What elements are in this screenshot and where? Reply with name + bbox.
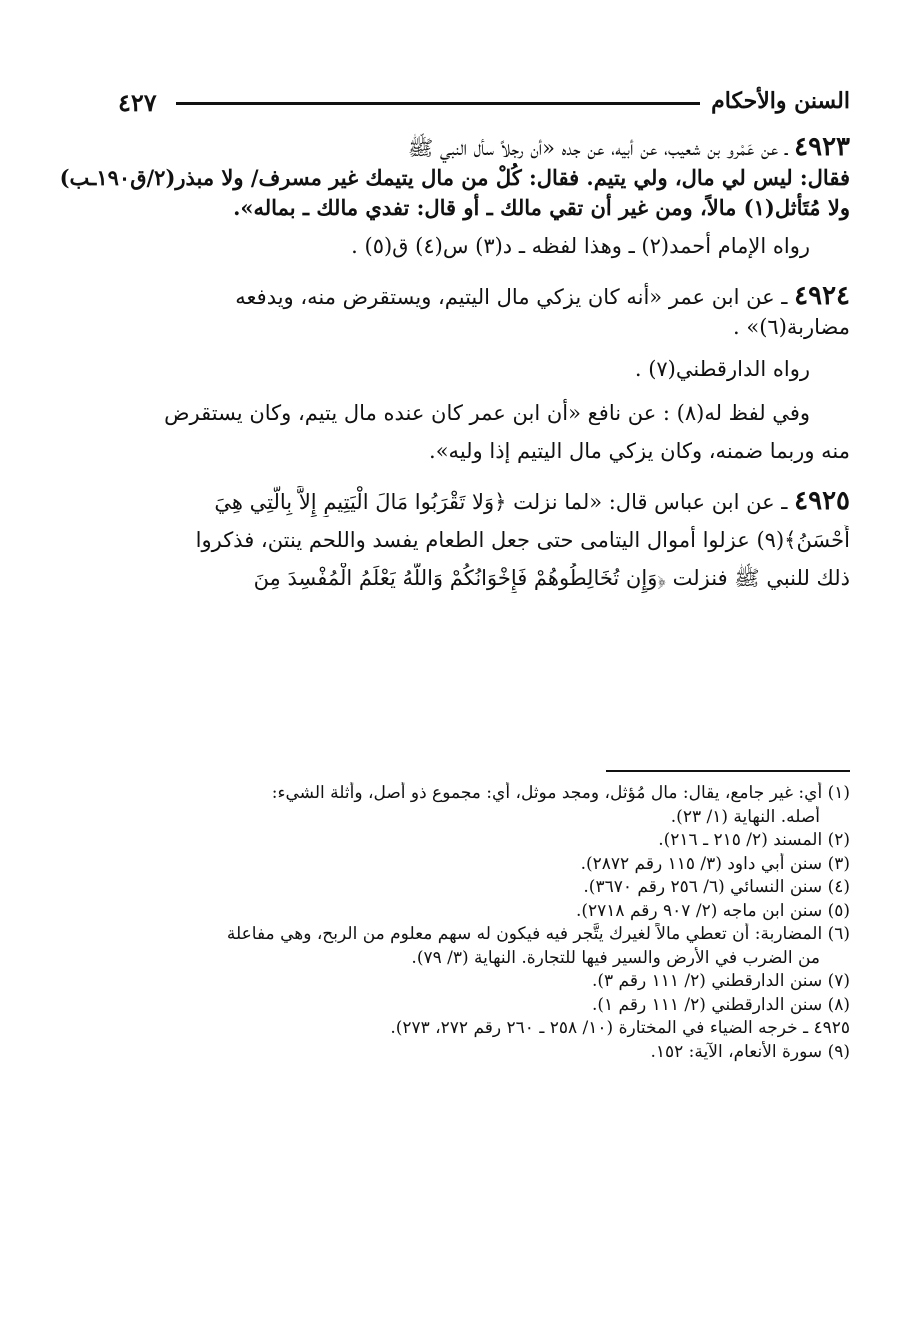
footnote-6-cont: من الضرب في الأرض والسير فيها للتجارة. النهاية (٣/ ٧٩). <box>411 947 820 968</box>
page-header <box>118 88 850 122</box>
text-line <box>8 281 850 312</box>
footnote-2: (٢) المسند (٢/ ٢١٥ ـ ٢١٦). <box>658 830 850 850</box>
hadith-text: ـ عن ابن عباس قال: «لما نزلت ﴿وَلا تَقْرَبُوا مَالَ الْيَتِيمِ إِلاَّ بِالَّتِي هِيَ <box>214 490 788 514</box>
text-line: ذلك للنبي ﷺ فنزلت ﴿وَإِن تُخَالِطُوهُمْ فَإِخْوَانُكُمْ وَاللَّهُ يَعْلَمُ الْمُفْسِدَ مِنَ <box>253 566 850 590</box>
text-line: أَحْسَنُ﴾(٩) عزلوا أموال اليتامى حتى جعل الطعام يفسد واللحم ينتن، فذكروا <box>195 528 850 552</box>
page-number: ٤٢٧ <box>118 88 157 117</box>
text-line: فقال: ليس لي مال، ولي يتيم. فقال: كُلْ من مال يتيمك غير مسرف/ ولا مبذر(٢/ق١٩٠ـب) <box>59 165 850 190</box>
running-title: السنن والأحكام <box>711 88 850 114</box>
text-line <box>8 486 850 517</box>
narration-note: رواه الإمام أحمد(٢) ـ وهذا لفظه ـ د(٣) س(٤) ق(٥) . <box>351 234 810 258</box>
text-line: ولا مُتَأثل(١) مالاً، ومن غير أن تقي مالك ـ أو قال: تفدي مالك ـ بماله». <box>233 195 850 220</box>
footnote-rule <box>606 770 850 772</box>
narration-note: رواه الدارقطني(٧) . <box>634 357 810 381</box>
hadith-text: ـ عن عَمْرو بن شعيب، عن أبيه، عن جده «أن رجلاً سأل النبي ﷺ <box>407 136 788 160</box>
hadith-4923 <box>8 132 850 261</box>
hadith-number: ٤٩٢٤ <box>794 281 850 311</box>
text-line: منه وربما ضمنه، وكان يزكي مال اليتيم إذا وليه». <box>429 439 850 463</box>
footnote-4925: ٤٩٢٥ ـ خرجه الضياء في المختارة (١٠/ ٢٥٨ ـ ٢٦٠ رقم ٢٧٢، ٢٧٣). <box>390 1018 850 1038</box>
footnote-7: (٧) سنن الدارقطني (٢/ ١١١ رقم ٣). <box>591 971 850 991</box>
footnote-4: (٤) سنن النسائي (٦/ ٢٥٦ رقم ٣٦٧٠). <box>583 877 850 897</box>
footnote-8: (٨) سنن الدارقطني (٢/ ١١١ رقم ١). <box>591 994 850 1015</box>
main-text <box>8 132 850 605</box>
footnotes <box>30 782 850 1064</box>
footnote-6: (٦) المضاربة: أن تعطي مالاً لغيرك يتَّجر فيه فيكون له سهم معلوم من الربح، وهي مفاعلة <box>226 924 850 944</box>
footnote-1-cont: أصله. النهاية (١/ ٢٣). <box>670 806 820 827</box>
header-rule <box>176 102 700 105</box>
footnote-9: (٩) سورة الأنعام، الآية: ١٥٢. <box>650 1041 850 1062</box>
footnote-1: (١) أي: غير جامع، يقال: مال مُؤثل، ومجد موثل، أي: مجموع ذو أصل، وأثلة الشيء: <box>271 783 850 803</box>
hadith-4925 <box>8 486 850 593</box>
footnote-3: (٣) سنن أبي داود (٣/ ١١٥ رقم ٢٨٧٢). <box>580 853 850 874</box>
text-line: وفي لفظ له(٨) : عن نافع «أن ابن عمر كان عنده مال يتيم، وكان يستقرض <box>164 401 810 425</box>
text-line: مضاربة(٦)» . <box>733 315 850 339</box>
hadith-number: ٤٩٢٣ <box>794 132 850 162</box>
footnote-5: (٥) سنن ابن ماجه (٢/ ٩٠٧ رقم ٢٧١٨). <box>575 900 850 921</box>
text-line <box>8 132 850 163</box>
hadith-4924 <box>8 281 850 466</box>
hadith-text: ـ عن ابن عمر «أنه كان يزكي مال اليتيم، ويستقرض منه، ويدفعه <box>235 285 788 309</box>
hadith-number: ٤٩٢٥ <box>794 486 850 516</box>
